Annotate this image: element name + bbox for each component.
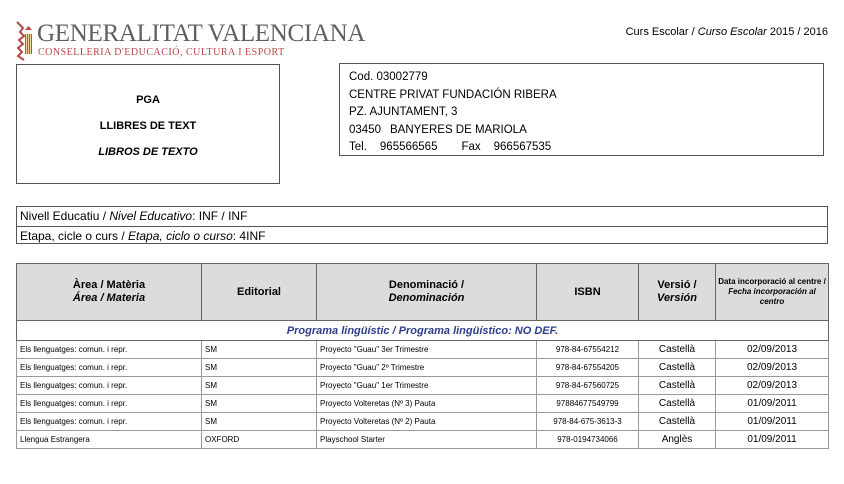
postal-code: 03450 <box>349 124 381 136</box>
cell-version: Castellà <box>639 395 716 413</box>
level-box <box>16 206 828 244</box>
city: BANYERES DE MARIOLA <box>389 124 527 136</box>
cell-isbn: 978-84-675-3613-3 <box>537 413 639 431</box>
center-code: Cod. 03002779 <box>349 71 428 83</box>
header-area: Àrea / Matèria Área / Materia <box>17 264 202 321</box>
cell-isbn: 97884677549799 <box>537 395 639 413</box>
cell-editorial: OXFORD <box>202 431 317 449</box>
cell-date: 01/09/2011 <box>716 413 829 431</box>
title-box <box>16 64 280 184</box>
tel-value: 965566565 <box>379 141 438 153</box>
title-llibres: LLIBRES DE TEXT <box>99 120 197 132</box>
center-name: CENTRE PRIVAT FUNDACIÓN RIBERA <box>349 89 557 101</box>
cell-area: Els llenguatges: comun. i repr. <box>17 359 202 377</box>
cell-editorial: SM <box>202 395 317 413</box>
fax-label: Fax <box>461 141 481 153</box>
cell-area: Els llenguatges: comun. i repr. <box>17 413 202 431</box>
header-version: Versió / Versión <box>639 264 716 321</box>
cell-version: Castellà <box>639 377 716 395</box>
table-row <box>17 359 829 377</box>
textbook-table <box>16 263 829 449</box>
school-year-value: 2015 / 2016 <box>766 26 828 38</box>
tel-label: Tel. <box>349 141 367 153</box>
logo-title: GENERALITAT VALENCIANA <box>37 20 366 47</box>
header-editorial: Editorial <box>202 264 317 321</box>
header-denominacion: Denominació / Denominación <box>317 264 537 321</box>
nivel-label-es: Nivel Educativo <box>109 209 193 223</box>
cell-editorial: SM <box>202 377 317 395</box>
cell-area: Llengua Estrangera <box>17 431 202 449</box>
table-row <box>17 395 829 413</box>
cell-area: Els llenguatges: comun. i repr. <box>17 395 202 413</box>
nivel-row <box>17 207 827 225</box>
cell-editorial: SM <box>202 341 317 359</box>
cell-version: Anglès <box>639 431 716 449</box>
cell-date: 02/09/2013 <box>716 359 829 377</box>
cell-denominacion: Proyecto "Guau" 1er Trimestre <box>317 377 537 395</box>
cell-isbn: 978-84-67554212 <box>537 341 639 359</box>
cell-date: 01/09/2011 <box>716 395 829 413</box>
etapa-row <box>17 226 827 244</box>
cell-isbn: 978-84-67560725 <box>537 377 639 395</box>
cell-area: Els llenguatges: comun. i repr. <box>17 377 202 395</box>
logo-subtitle: CONSELLERIA D'EDUCACIÓ, CULTURA I ESPORT <box>38 47 285 58</box>
school-year-label: Curs Escolar / <box>625 26 698 38</box>
cell-editorial: SM <box>202 413 317 431</box>
header-isbn: ISBN <box>537 264 639 321</box>
etapa-label: Etapa, cicle o curs / <box>20 229 129 243</box>
program-label: Programa lingüístic / Programa lingüístico: NO DEF. <box>17 321 829 341</box>
etapa-label-es: Etapa, ciclo o curso <box>128 229 233 243</box>
cell-editorial: SM <box>202 359 317 377</box>
title-pga: PGA <box>136 94 160 106</box>
school-year-label-es: Curso Escolar <box>697 26 767 38</box>
cell-denominacion: Proyecto Volteretas (Nº 3) Pauta <box>317 395 537 413</box>
center-city-line <box>349 124 527 136</box>
table-row <box>17 431 829 449</box>
cell-isbn: 978-0194734066 <box>537 431 639 449</box>
cell-area: Els llenguatges: comun. i repr. <box>17 341 202 359</box>
cell-denominacion: Playschool Starter <box>317 431 537 449</box>
cell-denominacion: Proyecto "Guau" 2º Trimestre <box>317 359 537 377</box>
table-row <box>17 413 829 431</box>
cell-date: 02/09/2013 <box>716 341 829 359</box>
cell-version: Castellà <box>639 359 716 377</box>
cell-date: 01/09/2011 <box>716 431 829 449</box>
table-header-row <box>17 264 829 321</box>
school-year <box>626 26 828 38</box>
center-address: PZ. AJUNTAMENT, 3 <box>349 106 458 118</box>
coat-of-arms-icon <box>14 20 34 62</box>
table-row <box>17 341 829 359</box>
center-phone-line <box>349 141 551 153</box>
cell-version: Castellà <box>639 341 716 359</box>
etapa-value: : 4INF <box>232 229 266 243</box>
table-row <box>17 377 829 395</box>
cell-version: Castellà <box>639 413 716 431</box>
cell-isbn: 978-84-67554205 <box>537 359 639 377</box>
cell-denominacion: Proyecto Volteretas (Nº 2) Pauta <box>317 413 537 431</box>
cell-date: 02/09/2013 <box>716 377 829 395</box>
cell-denominacion: Proyecto "Guau" 3er Trimestre <box>317 341 537 359</box>
center-info-box <box>339 63 824 156</box>
nivel-label: Nivell Educatiu / <box>20 209 110 223</box>
fax-value: 966567535 <box>493 141 552 153</box>
header-date: Data incorporació al centre / Fecha incorporación al centro <box>716 264 829 321</box>
nivel-value: : INF / INF <box>192 209 248 223</box>
program-row <box>17 321 829 341</box>
title-libros: LIBROS DE TEXTO <box>98 146 198 158</box>
